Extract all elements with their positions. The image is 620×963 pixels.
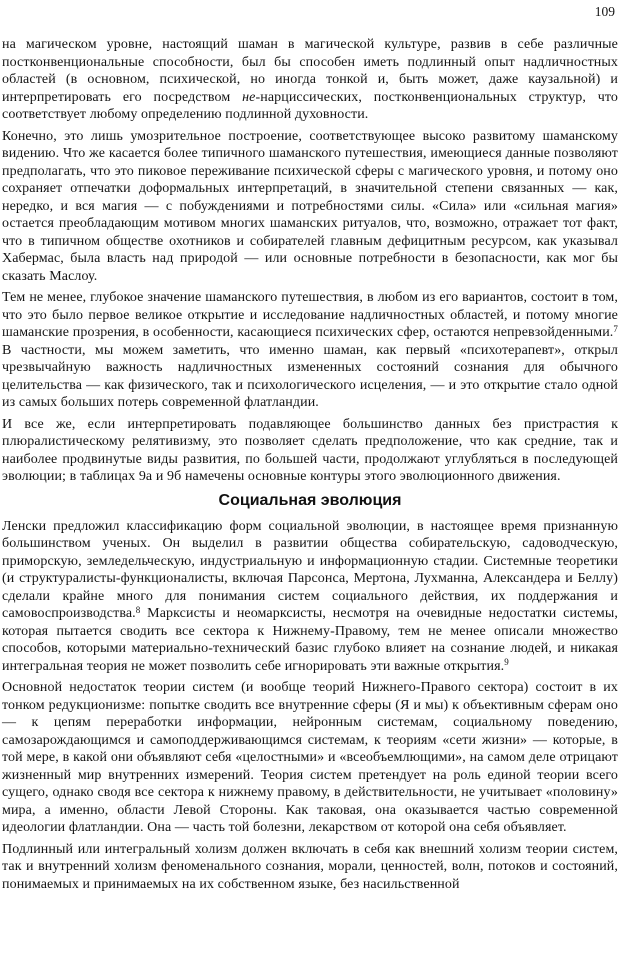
- paragraph-3: [2, 289, 618, 412]
- footnote-ref-7: 7: [613, 323, 618, 334]
- section-heading-social-evolution: Социальная эволюция: [218, 491, 402, 509]
- paragraph-5-text: Ленски предложил классификацию форм социальной эволюции, в настоящее время признанную большинством ученых. Он выделил в развитии общества собирательскую, садоводческую, приморскую, земледельческую, индустриальную и информационную стадии. Системные теоретики (и структуралисты-функционалисты, включая Парсонса, Мертона, Лухманна, Александера и Беллу) сделали крайне много для понимания систем социального действия, их поддержания и самовоспроизводства.: [2, 518, 618, 621]
- paragraph-4: И все же, если интерпретировать подавляющее большинство данных без пристрастия к плюралистическому релятивизму, это позволяет сделать предположение, что как средние, так и наиболее продвинутые виды развития, по большей части, продолжают углубляться в последующей эволюции; в таблицах 9а и 9б намечены основные контуры этого эволюционного движения.: [2, 416, 618, 484]
- paragraph-1-text: на магическом уровне, настоящий шаман в магической культуре, развив в себе различные постконвенциональные способности, был бы способен иметь подлинный опыт надличностных областей (в основном, психической, но иногда тонкой и, быть может, даже каузальной) и интерпретировать его посредством: [2, 37, 618, 105]
- paragraph-5-text-after-note: Марксисты и неомарксисты, несмотря на очевидные недостатки системы, которая пытается сводить все сектора к Нижнему-Правому, тем не менее описали множество способов, которыми материально-технический базис глубоко влияет на сознание людей, и никакая интегральная теория не может позволить себе игнорировать эти важные открытия.: [2, 606, 618, 674]
- paragraph-1-italic-word: не: [242, 89, 256, 105]
- paragraph-5: [2, 518, 618, 676]
- paragraph-1: [2, 36, 618, 124]
- footnote-ref-8: 8: [135, 604, 141, 615]
- paragraph-6: Основной недостаток теории систем (и вообще теорий Нижнего-Правого сектора) состоит в их тонком редукционизме: попытке сводить все внутренние сферы (Я и мы) к объективным сферам оно — к цепям переработки информации, нейронным системам, социальному поведению, самозарождающимся и самоподдерживающимся системам, к теориям «сети жизни» — которые, в той мере, в какой они объявляют себя «целостными» и «всеобъемлющими», на самом деле отрицают жизненный мир внутренних измерений. Теория систем претендует на роль единой теории всего сущего, однако сводя все сектора к нижнему правому, в действительности, не учитывает «половину» мира, а именно, области Левой Стороны. Как таковая, она оказывается частью современной идеологии флатландии. Она — часть той болезни, лекарством от которой она себя объявляет.: [2, 680, 618, 835]
- page-body: [2, 36, 618, 893]
- footnote-ref-9: 9: [504, 657, 509, 668]
- paragraph-3-text-after-note: В частности, мы можем заметить, что именно шаман, как первый «психотерапевт», открыл чрезвычайную важность надличностных измененных состояний сознания для обычного целительства — как физического, так и психологического исцеления, — и это открытие стало одной из самых больших потерь современной флатландии.: [2, 342, 618, 410]
- paragraph-7: Подлинный или интегральный холизм должен включать в себя как внешний холизм теории систем, так и внутренний холизм феноменального сознания, морали, ценностей, волн, потоков и состояний, понимаемых и принимаемых на их собственном языке, без насильственной: [2, 841, 618, 892]
- page-number: 109: [594, 4, 615, 19]
- paragraph-3-text: Тем не менее, глубокое значение шаманского путешествия, в любом из его вариантов, состоит в том, что это было первое великое открытие и исследование надличностных областей, и потому многие шаманские прозрения, в особенности, касающиеся психических сфер, остаются непревзойденными.: [2, 290, 618, 340]
- paragraph-1-text-after-italic: -нарциссических, постконвенциональных структур, что соответствует любому определению подлинной духовности.: [2, 89, 619, 122]
- paragraph-2: Конечно, это лишь умозрительное построение, соответствующее высоко развитому шаманскому видению. Что же касается более типичного шаманского путешествия, имеющиеся данные позволяют предполагать, что это пиковое переживание психической сферы с магического уровня, и потому оно сохраняет отпечатки доформальных интерпретаций, в значительной степени связанных — как, нередко, и вся магия — с побуждениями и потребностями силы. «Сила» или «сильная магия» остается преобладающим мотивом многих шаманских ритуалов, что, возможно, отражает тот факт, что в типичном обществе охотников и собирателей главным дефицитным ресурсом, как указывал Хабермас, была власть над природой — или основные потребности в безопасности, как мог бы сказать Маслоу.: [2, 128, 618, 284]
